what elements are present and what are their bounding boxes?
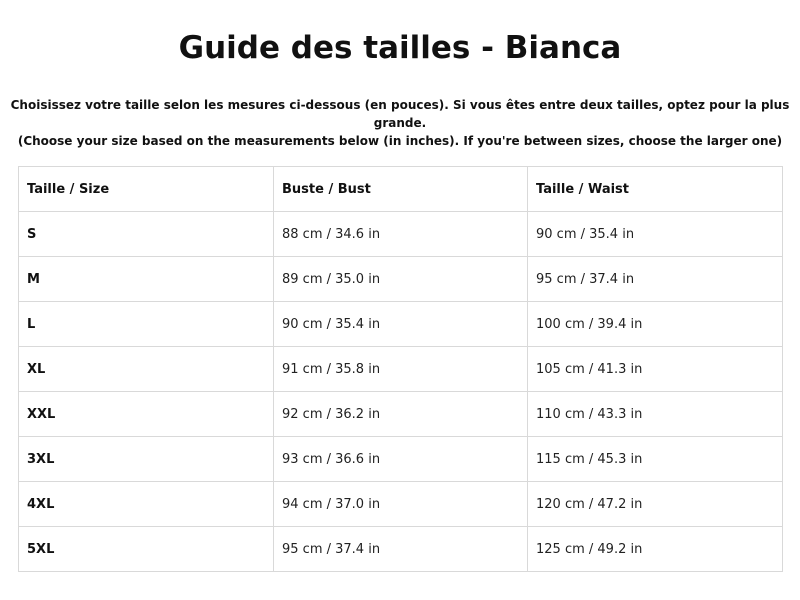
waist-cell: 90 cm / 35.4 in	[528, 212, 783, 257]
size-cell: L	[19, 302, 274, 347]
size-cell: 4XL	[19, 482, 274, 527]
table-row	[19, 527, 783, 572]
size-cell: S	[19, 212, 274, 257]
bust-cell: 90 cm / 35.4 in	[274, 302, 528, 347]
bust-cell: 91 cm / 35.8 in	[274, 347, 528, 392]
size-cell: M	[19, 257, 274, 302]
header-bust: Buste / Bust	[274, 167, 528, 212]
table-row	[19, 302, 783, 347]
instructions-english: (Choose your size based on the measurements below (in inches). If you're between sizes, choose the larger one)	[17, 134, 783, 148]
size-table	[18, 166, 783, 572]
size-cell: XL	[19, 347, 274, 392]
bust-cell: 95 cm / 37.4 in	[274, 527, 528, 572]
header-waist: Taille / Waist	[528, 167, 783, 212]
page-title: Guide des tailles - Bianca	[178, 30, 622, 66]
waist-cell: 105 cm / 41.3 in	[528, 347, 783, 392]
table-row	[19, 482, 783, 527]
instructions-french: Choisissez votre taille selon les mesures ci-dessous (en pouces). Si vous êtes entre deux tailles, optez pour la plus grande.	[10, 98, 790, 130]
table-row	[19, 392, 783, 437]
waist-cell: 110 cm / 43.3 in	[528, 392, 783, 437]
waist-cell: 120 cm / 47.2 in	[528, 482, 783, 527]
bust-cell: 92 cm / 36.2 in	[274, 392, 528, 437]
waist-cell: 95 cm / 37.4 in	[528, 257, 783, 302]
table-row	[19, 437, 783, 482]
bust-cell: 93 cm / 36.6 in	[274, 437, 528, 482]
size-cell: XXL	[19, 392, 274, 437]
table-header-row	[19, 167, 783, 212]
size-cell: 5XL	[19, 527, 274, 572]
bust-cell: 88 cm / 34.6 in	[274, 212, 528, 257]
instructions	[0, 96, 800, 150]
waist-cell: 115 cm / 45.3 in	[528, 437, 783, 482]
bust-cell: 94 cm / 37.0 in	[274, 482, 528, 527]
waist-cell: 125 cm / 49.2 in	[528, 527, 783, 572]
waist-cell: 100 cm / 39.4 in	[528, 302, 783, 347]
table-row	[19, 257, 783, 302]
header-size: Taille / Size	[19, 167, 274, 212]
table-row	[19, 347, 783, 392]
size-cell: 3XL	[19, 437, 274, 482]
bust-cell: 89 cm / 35.0 in	[274, 257, 528, 302]
table-row	[19, 212, 783, 257]
